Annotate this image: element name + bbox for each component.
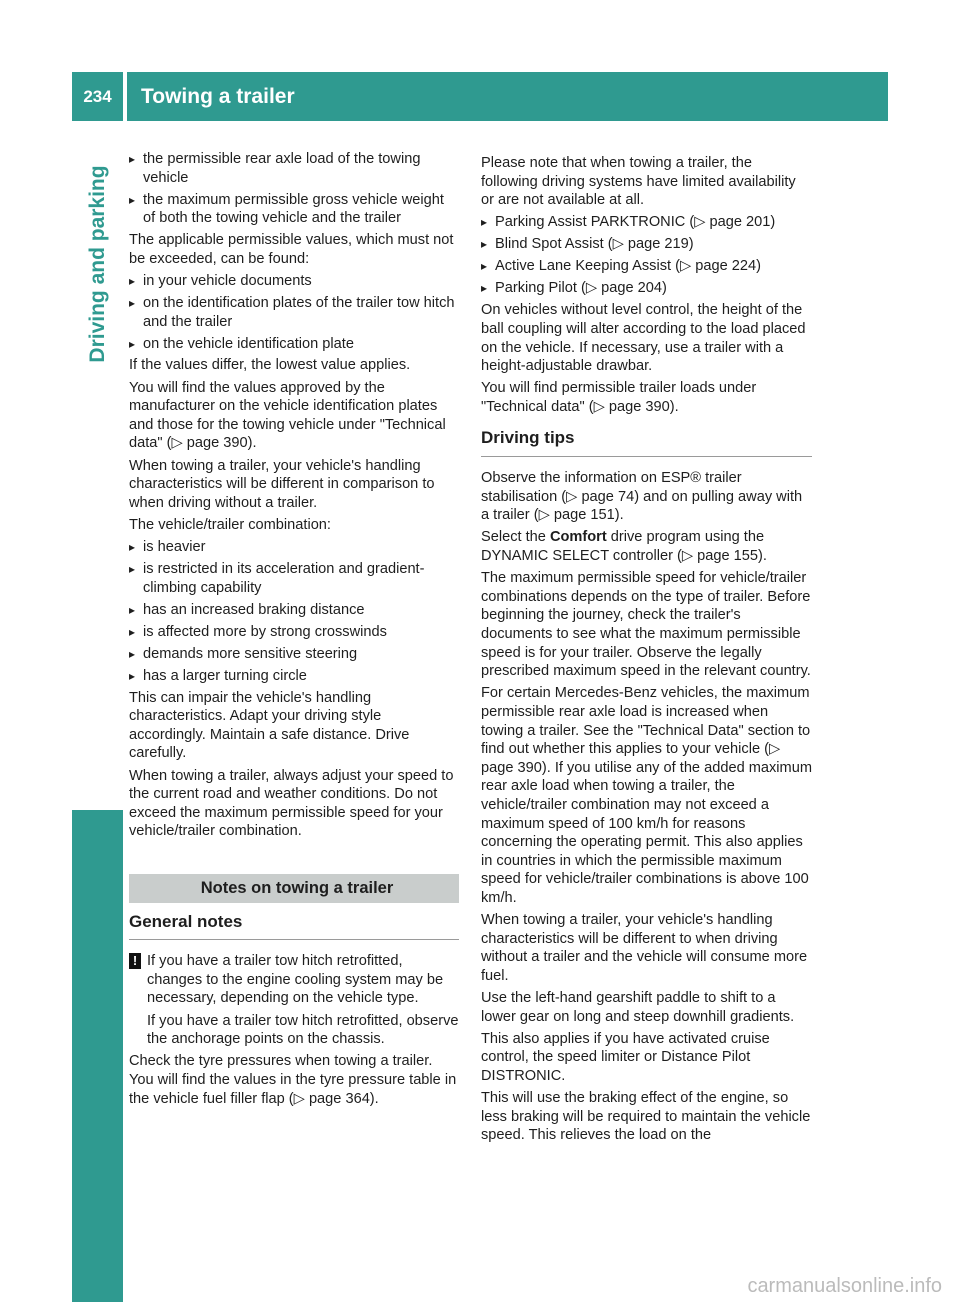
paragraph: You will find permissible trailer loads under "Technical data" (▷ page 390). [481,380,757,415]
paragraph: On vehicles without level control, the height of the ball coupling will alter according to the load placed on the vehicle. If necessary, use a trailer with a height-adjustable drawbar. [481,302,806,375]
paragraph: If the values differ, the lowest value applies. [129,357,411,374]
section-heading: Notes on towing a trailer [129,874,459,903]
text: Select the [481,529,550,546]
subsection-heading: Driving tips [481,429,812,457]
list-item: ▸ demands more sensitive steering [129,645,459,664]
note-text: If you have a trailer tow hitch retrofitted, changes to the engine cooling system may be necessary, depending on the vehicle type. [147,953,444,1007]
page-title: Towing a trailer [141,84,295,108]
list-item: ▸ the maximum permissible gross vehicle weight of both the towing vehicle and the trailer [129,191,459,228]
list-item: ▸ is affected more by strong crosswinds [129,623,459,642]
text: drive program using the DYNAMIC SELECT controller (▷ page 155). [481,529,767,565]
paragraph: When towing a trailer, your vehicle's handling characteristics will be different to when driving without a trailer and the vehicle will consume more fuel. [481,912,808,984]
list-item: ▸ Active Lane Keeping Assist (▷ page 224) [481,257,812,276]
page-title-bar [127,72,888,121]
list-item: ▸ on the identification plates of the trailer tow hitch and the trailer [129,294,459,331]
paragraph: Please note that when towing a trailer, the following driving systems have limited availability or are not available at all. [481,155,796,209]
bullet-list-found [129,272,459,353]
list-item: ▸ is heavier [129,538,459,557]
list-item: ▸ Parking Pilot (▷ page 204) [481,279,812,298]
list-item: ▸ has a larger turning circle [129,667,459,686]
paragraph: This also applies if you have activated cruise control, the speed limiter or Distance Pilot DISTRONIC. [481,1030,770,1085]
paragraph: Check the tyre pressures when towing a trailer. You will find the values in the tyre pressure table in the vehicle fuel filler flap (▷ page 364). [129,1053,457,1107]
paragraph: The maximum permissible speed for vehicle/trailer combinations depends on the type of trailer. Before beginning the journey, check the trailer's documents to see what the maximum permissible speed is for your trailer. Observe the legally prescribed maximum speed in the relevant country. [481,570,811,680]
page-number: 234 [72,72,123,121]
paragraph: When towing a trailer, always adjust your speed to the current road and weather conditions. Do not exceed the maximum permissible speed for your vehicle/trailer combination. [129,767,454,840]
list-item: ▸ the permissible rear axle load of the towing vehicle [129,150,459,187]
paragraph: The applicable permissible values, which must not be exceeded, can be found: [129,232,454,267]
left-column [129,150,459,1112]
list-item: ▸ Blind Spot Assist (▷ page 219) [481,235,812,254]
right-column [481,154,812,1149]
bullet-list-systems [481,213,812,298]
bullet-list-top [129,150,459,228]
paragraph: This can impair the vehicle's handling characteristics. Adapt your driving style accordingly. Maintain a safe distance. Drive carefully. [129,689,410,762]
warning-note [129,952,459,1049]
paragraph: Observe the information on ESP® trailer stabilisation (▷ page 74) and on pulling away with a trailer (▷ page 151). [481,470,803,524]
list-item: ▸ Parking Assist PARKTRONIC (▷ page 201) [481,213,812,232]
list-item: ▸ on the vehicle identification plate [129,335,459,354]
list-item: ▸ in your vehicle documents [129,272,459,291]
side-tab-label: Driving and parking [86,165,109,363]
watermark: carmanualsonline.info [747,1275,942,1297]
paragraph: When towing a trailer, your vehicle's handling characteristics will be different in comparison to when driving without a trailer. [129,457,435,511]
paragraph: This will use the braking effect of the engine, so less braking will be required to maintain the vehicle speed. This relieves the load on the [481,1090,811,1144]
program-name: Comfort [549,529,607,546]
paragraph: You will find the values approved by the manufacturer on the vehicle identification plates and those for the towing vehicle under "Technical data" (▷ page 390). [129,379,446,452]
warning-icon: ! [129,953,141,969]
list-item: ▸ has an increased braking distance [129,601,459,620]
subsection-heading: General notes [129,913,459,941]
paragraph: The vehicle/trailer combination: [129,517,331,534]
paragraph: Use the left-hand gearshift paddle to shift to a lower gear on long and steep downhill gradients. [481,990,795,1025]
note-text: If you have a trailer tow hitch retrofitted, observe the anchorage points on the chassis. [147,1012,459,1048]
paragraph [481,528,812,565]
paragraph: For certain Mercedes-Benz vehicles, the maximum permissible rear axle load is increased when towing a trailer. See the "Technical Data" section to find out whether this applies to your vehicle (▷ page 390). If you utilise any of the added maximum rear axle load when towing a trailer, the vehicle/trailer combination may not exceed a maximum speed of 100 km/h for reasons concerning the operating permit. This also applies in countries in which the permissible maximum speed for vehicle/trailer combinations is above 100 km/h. [481,685,812,906]
list-item: ▸ is restricted in its acceleration and gradient-climbing capability [129,560,459,597]
bullet-list-combination [129,538,459,685]
